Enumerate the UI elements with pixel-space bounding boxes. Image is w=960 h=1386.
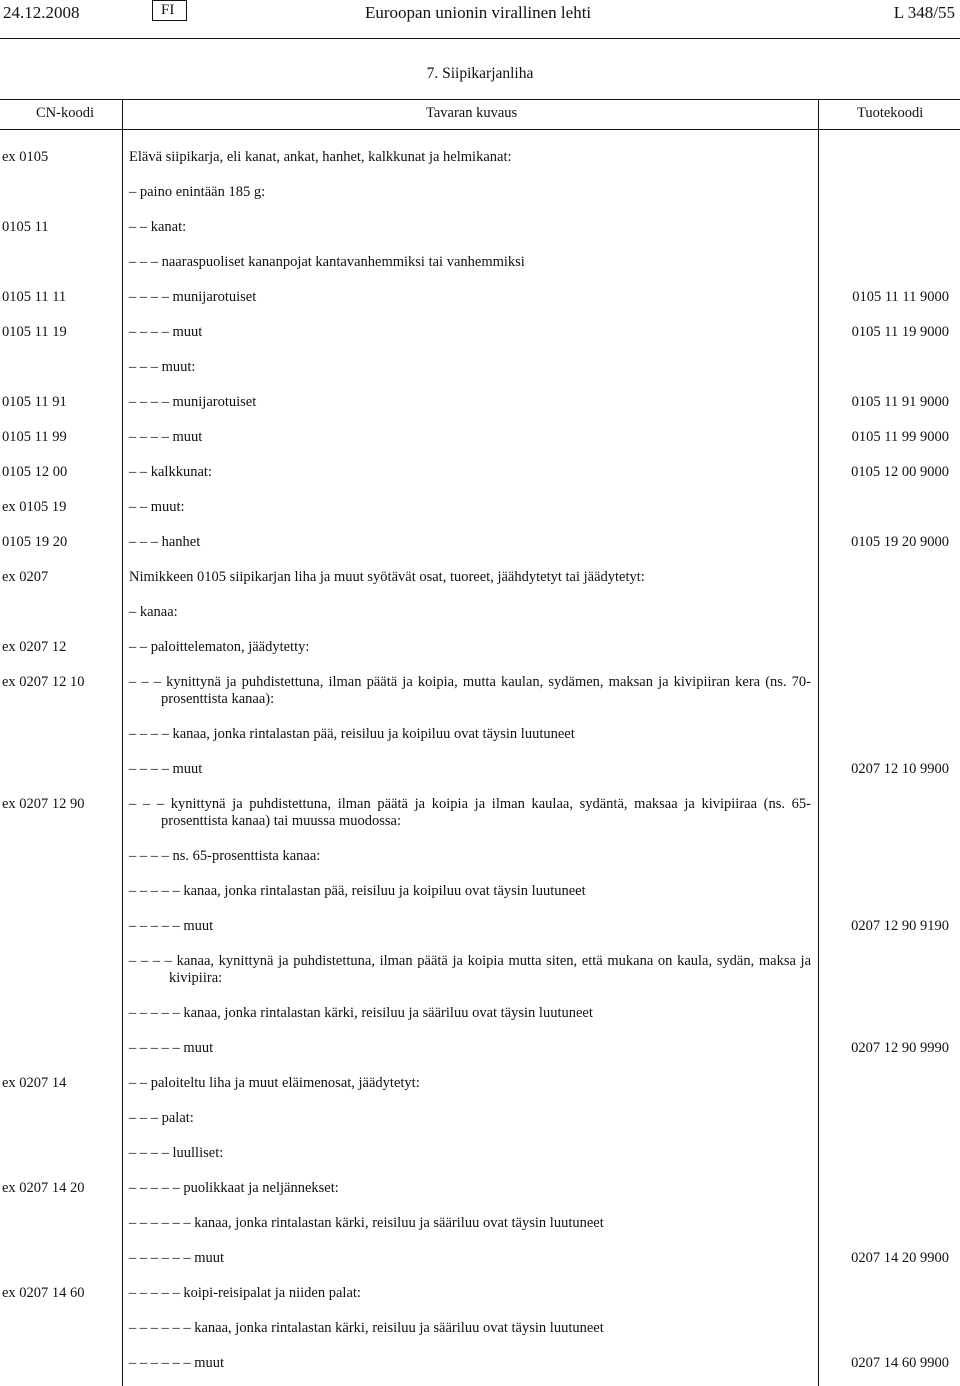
indent-dashes: – – – [129, 674, 161, 690]
description [129, 1040, 811, 1057]
column-header-divider [0, 129, 960, 130]
indent-dashes: – [129, 184, 137, 200]
description [129, 1320, 811, 1337]
cn-code: ex 0105 [2, 149, 49, 165]
product-code: 0207 14 60 9900 [851, 1355, 949, 1371]
indent-dashes: – – – – [129, 324, 169, 340]
description-text: ns. 65-prosenttista kanaa: [172, 848, 321, 864]
description [129, 534, 811, 551]
description [129, 1005, 811, 1022]
description [129, 1285, 811, 1302]
cn-code: ex 0207 14 60 [2, 1285, 85, 1301]
indent-dashes: – – – – [129, 394, 169, 410]
cn-code: 0105 19 20 [2, 534, 68, 550]
description [129, 1250, 811, 1267]
description [129, 499, 811, 516]
description [129, 1355, 811, 1372]
product-code: 0105 11 11 9000 [852, 289, 949, 305]
cn-code: ex 0207 12 90 [2, 796, 85, 812]
indent-dashes: – – – – – [129, 918, 180, 934]
description [129, 184, 811, 201]
description [129, 219, 811, 236]
column-header-description: Tavaran kuvaus [426, 105, 518, 121]
product-code: 0207 12 90 9990 [851, 1040, 949, 1056]
indent-dashes: – – – – – [129, 1180, 180, 1196]
indent-dashes: – – – – [129, 289, 169, 305]
language-badge: FI [152, 0, 187, 21]
description [129, 639, 811, 656]
product-code: 0207 12 90 9190 [851, 918, 949, 934]
description [129, 604, 811, 621]
description [129, 324, 811, 341]
header-divider [0, 38, 960, 39]
cn-code: 0105 11 99 [2, 429, 67, 445]
indent-dashes: – – – – – – [129, 1320, 191, 1336]
description [129, 761, 811, 778]
product-code: 0105 11 99 9000 [851, 429, 949, 445]
description-text: kanat: [150, 219, 187, 235]
description [129, 429, 811, 446]
description [129, 1145, 811, 1162]
description-text: paloittelematon, jäädytetty: [150, 639, 310, 655]
description-text: muut [183, 1040, 214, 1056]
description-text: kanaa, jonka rintalastan kärki, reisiluu ja sääriluu ovat täysin luutuneet [194, 1320, 604, 1336]
description-text: Nimikkeen 0105 siipikarjan liha ja muut syötävät osat, tuoreet, jäähdytetyt tai jäädytetyt: [129, 569, 645, 585]
indent-dashes: – – – – [129, 726, 169, 742]
description-text: muut [194, 1250, 225, 1266]
product-code: 0105 19 20 9000 [851, 534, 949, 550]
description [129, 953, 811, 987]
indent-dashes: – – – [129, 359, 158, 375]
publication-title: Euroopan unionin virallinen lehti [365, 3, 592, 22]
cn-code: 0105 11 [2, 219, 49, 235]
description [129, 674, 811, 708]
description-text: kalkkunat: [150, 464, 212, 480]
product-code: 0105 12 00 9000 [851, 464, 949, 480]
description-text: kanaa, jonka rintalastan pää, reisiluu ja koipiluu ovat täysin luutuneet [183, 883, 586, 899]
description-text: munijarotuiset [172, 394, 257, 410]
description-text: naaraspuoliset kananpojat kantavanhemmiksi tai vanhemmiksi [161, 254, 525, 270]
product-code: 0105 11 91 9000 [851, 394, 949, 410]
product-code: 0207 12 10 9900 [851, 761, 949, 777]
description-text: puolikkaat ja neljännekset: [183, 1180, 339, 1196]
cn-code: 0105 11 19 [2, 324, 67, 340]
cn-code: ex 0105 19 [2, 499, 67, 515]
product-code: 0207 14 20 9900 [851, 1250, 949, 1266]
indent-dashes: – – – [129, 796, 165, 812]
description [129, 464, 811, 481]
indent-dashes: – – – – – [129, 1040, 180, 1056]
description [129, 918, 811, 935]
indent-dashes: – – – – – [129, 1005, 180, 1021]
description [129, 848, 811, 865]
cn-code: ex 0207 14 20 [2, 1180, 85, 1196]
description-text: kanaa, kynittynä ja puhdistettuna, ilman päätä ja koipia mutta siten, että mukana on kaula, sydän, maksa ja kivipiira: [169, 953, 812, 986]
indent-dashes: – – – – [129, 848, 169, 864]
cn-code: 0105 12 00 [2, 464, 68, 480]
description-text: kanaa: [139, 604, 178, 620]
indent-dashes: – – – – – [129, 883, 180, 899]
description [129, 883, 811, 900]
indent-dashes: – – – – – – [129, 1215, 191, 1231]
indent-dashes: – [129, 604, 137, 620]
column-header-cn: CN-koodi [36, 105, 94, 121]
description [129, 1110, 811, 1127]
indent-dashes: – – – – [129, 429, 169, 445]
indent-dashes: – – – [129, 1110, 158, 1126]
description [129, 569, 811, 586]
indent-dashes: – – – – [129, 953, 172, 969]
description-text: muut [183, 918, 214, 934]
cn-code: 0105 11 91 [2, 394, 67, 410]
page-header [0, 0, 960, 30]
description-text: muut: [161, 359, 196, 375]
description [129, 726, 811, 743]
description [129, 359, 811, 376]
indent-dashes: – – [129, 464, 148, 480]
description [129, 254, 811, 271]
description-text: muut [172, 429, 203, 445]
indent-dashes: – – – – – [129, 1285, 180, 1301]
cn-code: ex 0207 12 10 [2, 674, 85, 690]
description-text: paloiteltu liha ja muut eläimenosat, jäädytetyt: [150, 1075, 420, 1091]
description-text: muut [172, 761, 203, 777]
cn-code: ex 0207 [2, 569, 49, 585]
indent-dashes: – – [129, 1075, 148, 1091]
description-text: muut [194, 1355, 225, 1371]
column-divider-right [818, 99, 819, 1386]
cn-code: ex 0207 14 [2, 1075, 67, 1091]
description [129, 394, 811, 411]
column-header-product-code: Tuotekoodi [857, 105, 924, 121]
indent-dashes: – – – – – – [129, 1355, 191, 1371]
description-text: luulliset: [172, 1145, 224, 1161]
indent-dashes: – – [129, 499, 148, 515]
indent-dashes: – – [129, 219, 148, 235]
description [129, 289, 811, 306]
description-text: muut [172, 324, 203, 340]
description [129, 796, 811, 830]
description-text: munijarotuiset [172, 289, 257, 305]
description-text: kynittynä ja puhdistettuna, ilman päätä ja koipia ja ilman kaulaa, sydäntä, maksaa ja kivipiiraa (ns. 65-prosenttista kanaa) tai muussa muodossa: [161, 796, 812, 829]
description-text: kynittynä ja puhdistettuna, ilman päätä ja koipia, mutta kaulan, sydämen, maksan ja kivipiiran kera (ns. 70-prosenttista kanaa): [161, 674, 812, 707]
indent-dashes: – – – [129, 534, 158, 550]
cn-code: ex 0207 12 [2, 639, 67, 655]
description-text: hanhet [161, 534, 201, 550]
publication-date: 24.12.2008 [3, 3, 80, 22]
column-divider-left [122, 99, 123, 1386]
indent-dashes: – – [129, 639, 148, 655]
description-text: Elävä siipikarja, eli kanat, ankat, hanhet, kalkkunat ja helmikanat: [129, 149, 512, 165]
description-text: kanaa, jonka rintalastan pää, reisiluu ja koipiluu ovat täysin luutuneet [172, 726, 575, 742]
indent-dashes: – – – [129, 254, 158, 270]
section-title: 7. Siipikarjanliha [426, 65, 534, 82]
description [129, 1215, 811, 1232]
description-text: kanaa, jonka rintalastan kärki, reisiluu ja sääriluu ovat täysin luutuneet [183, 1005, 593, 1021]
product-code: 0105 11 19 9000 [851, 324, 949, 340]
description-text: koipi-reisipalat ja niiden palat: [183, 1285, 361, 1301]
table-top-border [0, 99, 960, 100]
page-number: L 348/55 [893, 3, 955, 22]
description-text: muut: [150, 499, 185, 515]
cn-code: 0105 11 11 [2, 289, 67, 305]
indent-dashes: – – – – [129, 1145, 169, 1161]
description-text: kanaa, jonka rintalastan kärki, reisiluu ja sääriluu ovat täysin luutuneet [194, 1215, 604, 1231]
description-text: paino enintään 185 g: [139, 184, 266, 200]
description [129, 1180, 811, 1197]
description-text: palat: [161, 1110, 194, 1126]
description [129, 149, 811, 166]
indent-dashes: – – – – – – [129, 1250, 191, 1266]
description [129, 1075, 811, 1092]
indent-dashes: – – – – [129, 761, 169, 777]
